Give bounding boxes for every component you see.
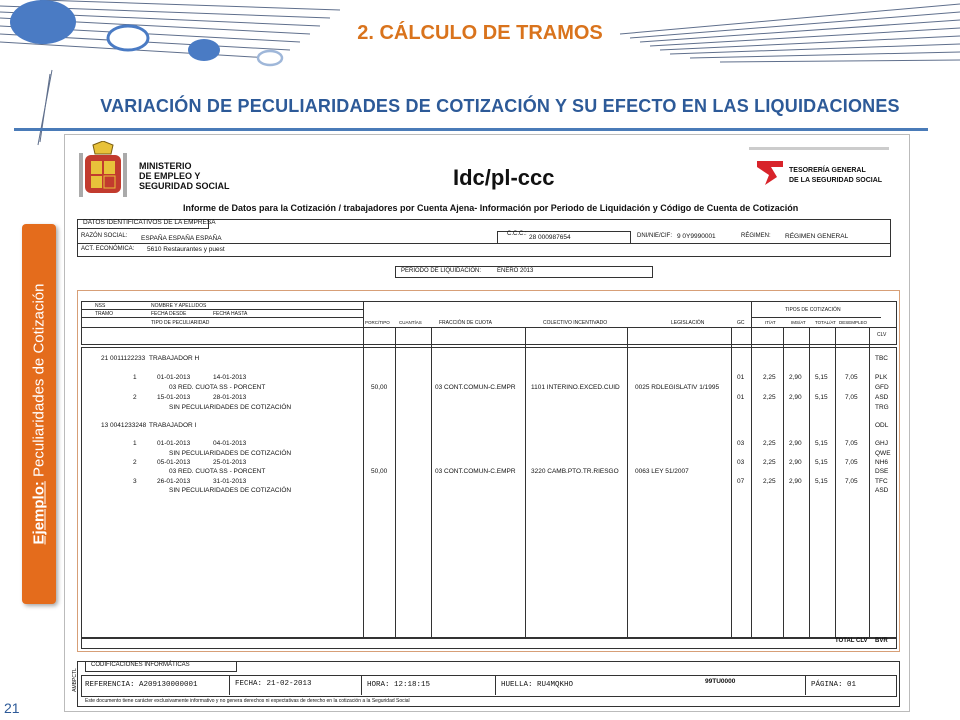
hora: HORA: 12:18:15	[367, 681, 431, 689]
row-9-porc: 50,00	[371, 468, 388, 475]
total-clv-label: TOTAL CLV	[835, 638, 868, 644]
nif-value: 9 0Y9990001	[677, 233, 716, 240]
nif-label: DNI/NIE/CIF:	[637, 233, 673, 239]
header-clv: CLV	[877, 332, 887, 338]
ministry-line-1: MINISTERIO	[139, 161, 192, 171]
row-5-b: TRABAJADOR I	[149, 422, 197, 429]
row-3-gc: 01	[737, 394, 745, 401]
row-10-t1: 2,25	[763, 478, 776, 485]
row-1-gc: 01	[737, 374, 745, 381]
side-example-tab	[22, 224, 56, 604]
row-9-frac: 03 CONT.COMUN-C.EMPR	[435, 468, 516, 475]
row-6-c: 04-01-2013	[213, 440, 247, 447]
header-nombre: NOMBRE Y APELLIDOS	[151, 303, 207, 309]
row-10-gc: 07	[737, 478, 745, 485]
header-fraccion: FRACCIÓN DE CUOTA	[439, 320, 492, 326]
row-3-t3: 5,15	[815, 394, 828, 401]
tgss-bar	[749, 147, 889, 150]
row-6-b: 01-01-2013	[157, 440, 191, 447]
row-10-b: 26-01-2013	[157, 478, 191, 485]
row-1-clv: PLK	[875, 374, 888, 381]
row-1-a: 1	[133, 374, 137, 381]
razon-label: RAZÓN SOCIAL:	[81, 233, 128, 239]
row-6-a: 1	[133, 440, 137, 447]
total-clv-value: BVR	[875, 638, 888, 644]
row-9-b: 03 RED. CUOTA SS - PORCENT	[169, 468, 266, 475]
header-tipo-peculiaridad: TIPO DE PECULIARIDAD	[151, 320, 210, 326]
row-1-t4: 7,05	[845, 374, 858, 381]
row-9-col: 3220 CAMB.PTO.TR.RIESGO	[531, 468, 619, 475]
row-2-porc: 50,00	[371, 384, 388, 391]
regimen-label: RÉGIMEN:	[741, 233, 771, 239]
header-fecha-desde: FECHA DESDE	[151, 311, 187, 317]
row-7-b: SIN PECULIARIDADES DE COTIZACIÓN	[169, 450, 292, 457]
tgss-line-1: TESORERÍA GENERAL	[789, 167, 866, 174]
row-1-t1: 2,25	[763, 374, 776, 381]
page-number: 21	[4, 700, 20, 716]
ministry-line-3: SEGURIDAD SOCIAL	[139, 181, 230, 191]
ccc-value: 28 000987654	[529, 234, 571, 241]
side-tab-bold: Ejemplo:	[30, 481, 48, 545]
disclaimer: Este documento tiene carácter exclusivamente informativo y no genera derechos ni expectativas de derecho en la cotización a la Seguridad Social	[85, 698, 410, 704]
header-nss: NSS	[95, 303, 106, 309]
row-0-b: TRABAJADOR H	[149, 355, 200, 362]
header-fecha-hasta: FECHA HASTA	[213, 311, 248, 317]
row-1-t3: 5,15	[815, 374, 828, 381]
row-1-c: 14-01-2013	[213, 374, 247, 381]
row-6-t2: 2,90	[789, 440, 802, 447]
row-8-t3: 5,15	[815, 459, 828, 466]
header-porc: PORC/TIPO	[365, 320, 390, 325]
header-desempleo: DESEMPLEO	[839, 320, 868, 325]
tgss-line-2: DE LA SEGURIDAD SOCIAL	[789, 177, 883, 184]
row-6-t4: 7,05	[845, 440, 858, 447]
side-tab-label: Peculiaridades de Cotización	[30, 283, 48, 482]
header-tipos-cotizacion: TIPOS DE COTIZACIÓN	[785, 307, 841, 313]
row-6-gc: 03	[737, 440, 745, 447]
huella: HUELLA: RU4MQKHO	[501, 681, 574, 689]
row-3-t4: 7,05	[845, 394, 858, 401]
row-10-c: 31-01-2013	[213, 478, 247, 485]
row-8-b: 05-01-2013	[157, 459, 191, 466]
header-colectivo: COLECTIVO INCENTIVADO	[543, 320, 608, 326]
row-0-clv: TBC	[875, 355, 888, 362]
row-8-t1: 2,25	[763, 459, 776, 466]
row-11-b: SIN PECULIARIDADES DE COTIZACIÓN	[169, 487, 292, 494]
report-title: Informe de Datos para la Cotización / trabajadores por Cuenta Ajena- Información por Periodo de Liquidación y Código de Cuenta de Cotización	[183, 203, 799, 213]
row-8-a: 2	[133, 459, 137, 466]
header-gc: GC	[737, 320, 745, 326]
referencia: REFERENCIA: A209130000001	[85, 681, 198, 689]
row-9-clv: DSE	[875, 468, 889, 475]
header-itat: IT/AT	[765, 320, 776, 325]
row-2-b: 03 RED. CUOTA SS - PORCENT	[169, 384, 266, 391]
row-10-clv: TFC	[875, 478, 888, 485]
side-code: AMBPCTL	[71, 668, 78, 692]
company-section-label: DATOS IDENTIFICATIVOS DE LA EMPRESA	[83, 219, 216, 226]
row-4-clv: TRG	[875, 404, 889, 411]
row-8-c: 25-01-2013	[213, 459, 247, 466]
row-2-leg: 0025 RDLEGISLATIV 1/1995	[635, 384, 720, 391]
regimen-value: RÉGIMEN GENERAL	[785, 233, 849, 240]
row-3-a: 2	[133, 394, 137, 401]
row-8-clv: NH6	[875, 459, 889, 466]
row-5-clv: ODL	[875, 422, 889, 429]
row-8-t4: 7,05	[845, 459, 858, 466]
slide-subtitle: VARIACIÓN DE PECULIARIDADES DE COTIZACIÓN Y SU EFECTO EN LAS LIQUIDACIONES	[100, 96, 900, 116]
header-cuantias: CUANTÍAS	[399, 320, 422, 325]
header-totalat: TOTAL/AT	[815, 320, 836, 325]
row-3-c: 28-01-2013	[213, 394, 247, 401]
periodo-label: PERIODO DE LIQUIDACIÓN:	[401, 268, 482, 274]
row-6-clv: GHJ	[875, 440, 888, 447]
pagina: PÁGINA: 01	[811, 681, 857, 689]
row-11-clv: ASD	[875, 487, 889, 494]
act-value: 5610 Restaurantes y puest	[147, 246, 225, 253]
code2: 99TU0000	[705, 678, 736, 685]
row-3-clv: ASD	[875, 394, 889, 401]
row-3-t2: 2,90	[789, 394, 802, 401]
row-4-b: SIN PECULIARIDADES DE COTIZACIÓN	[169, 404, 292, 411]
header-legislacion: LEGISLACIÓN	[671, 320, 705, 326]
row-2-frac: 03 CONT.COMUN-C.EMPR	[435, 384, 516, 391]
row-6-t3: 5,15	[815, 440, 828, 447]
document-scan	[64, 134, 910, 712]
coat-of-arms-icon	[77, 141, 133, 203]
row-10-t4: 7,05	[845, 478, 858, 485]
tgss-logo-icon	[755, 157, 785, 187]
row-5-a: 13 0041233248	[101, 422, 147, 429]
slide-title: 2. CÁLCULO DE TRAMOS	[357, 22, 603, 44]
row-10-t2: 2,90	[789, 478, 802, 485]
row-2-col: 1101 INTERINO.EXCED.CUID	[531, 384, 620, 391]
ministry-line-2: DE EMPLEO Y	[139, 171, 201, 181]
ring-icon-small	[258, 51, 282, 65]
row-3-b: 15-01-2013	[157, 394, 191, 401]
row-7-clv: QWE	[875, 450, 891, 457]
row-3-t1: 2,25	[763, 394, 776, 401]
header-imsat: IMS/AT	[791, 320, 806, 325]
title-rule	[14, 128, 928, 131]
row-6-t1: 2,25	[763, 440, 776, 447]
periodo-value: ENERO 2013	[497, 268, 534, 274]
row-8-gc: 03	[737, 459, 745, 466]
row-1-b: 01-01-2013	[157, 374, 191, 381]
row-8-t2: 2,90	[789, 459, 802, 466]
row-10-a: 3	[133, 478, 137, 485]
row-0-a: 21 0011122233	[101, 355, 146, 362]
fecha: FECHA: 21-02-2013	[235, 680, 312, 688]
row-1-t2: 2,90	[789, 374, 802, 381]
row-9-leg: 0063 LEY 51/2007	[635, 468, 689, 475]
doc-code: Idc/pl-ccc	[453, 165, 555, 190]
row-10-t3: 5,15	[815, 478, 828, 485]
header-tramo: TRAMO	[95, 311, 114, 317]
act-label: ACT. ECONÓMICA:	[81, 246, 135, 252]
codif-label: CODIFICACIONES INFORMÁTICAS	[91, 662, 190, 668]
razon-value: ESPAÑA ESPAÑA ESPAÑA	[141, 235, 222, 242]
ccc-label: C.C.C.:	[507, 231, 527, 237]
row-2-clv: GFD	[875, 384, 889, 391]
